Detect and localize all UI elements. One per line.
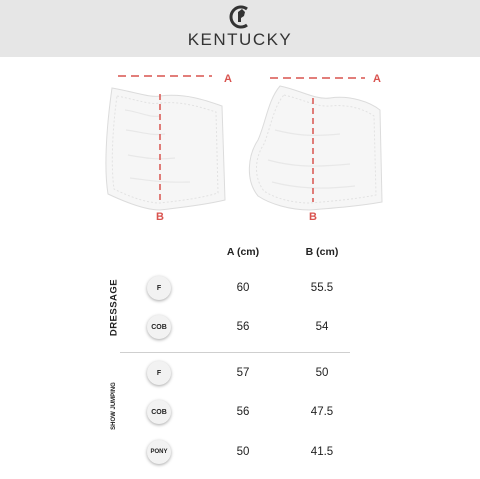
column-header-b: B (cm) (305, 246, 339, 258)
value-b: 41.5 (310, 446, 334, 458)
group-divider (120, 352, 350, 353)
measure-a-label-jumping: A (373, 73, 381, 85)
size-badge: F (147, 276, 171, 300)
value-b: 47.5 (310, 406, 334, 418)
size-badge: COB (147, 315, 171, 339)
jumping-pad-illustration (249, 86, 382, 210)
group-label-show-jumping: SHOW JUMPING (111, 382, 117, 430)
value-a: 57 (236, 367, 250, 379)
measure-b-label-jumping: B (309, 211, 317, 223)
size-badge: COB (147, 400, 171, 424)
measure-b-label-dressage: B (156, 211, 164, 223)
horse-head-c-logo-icon (226, 3, 254, 31)
size-badge: PONY (147, 440, 171, 464)
saddle-pad-diagram (0, 60, 480, 230)
dressage-pad-illustration (106, 88, 225, 210)
size-badge: F (147, 361, 171, 385)
value-b: 54 (315, 321, 329, 333)
column-header-a: A (cm) (226, 246, 260, 258)
value-a: 60 (236, 282, 250, 294)
group-label-dressage: DRESSAGE (108, 278, 120, 337)
brand-name: KENTUCKY (187, 30, 293, 49)
measure-a-label-dressage: A (224, 73, 232, 85)
brand-header (0, 0, 480, 57)
value-a: 56 (236, 321, 250, 333)
value-b: 55.5 (310, 282, 334, 294)
value-a: 50 (236, 446, 250, 458)
value-b: 50 (315, 367, 329, 379)
value-a: 56 (236, 406, 250, 418)
